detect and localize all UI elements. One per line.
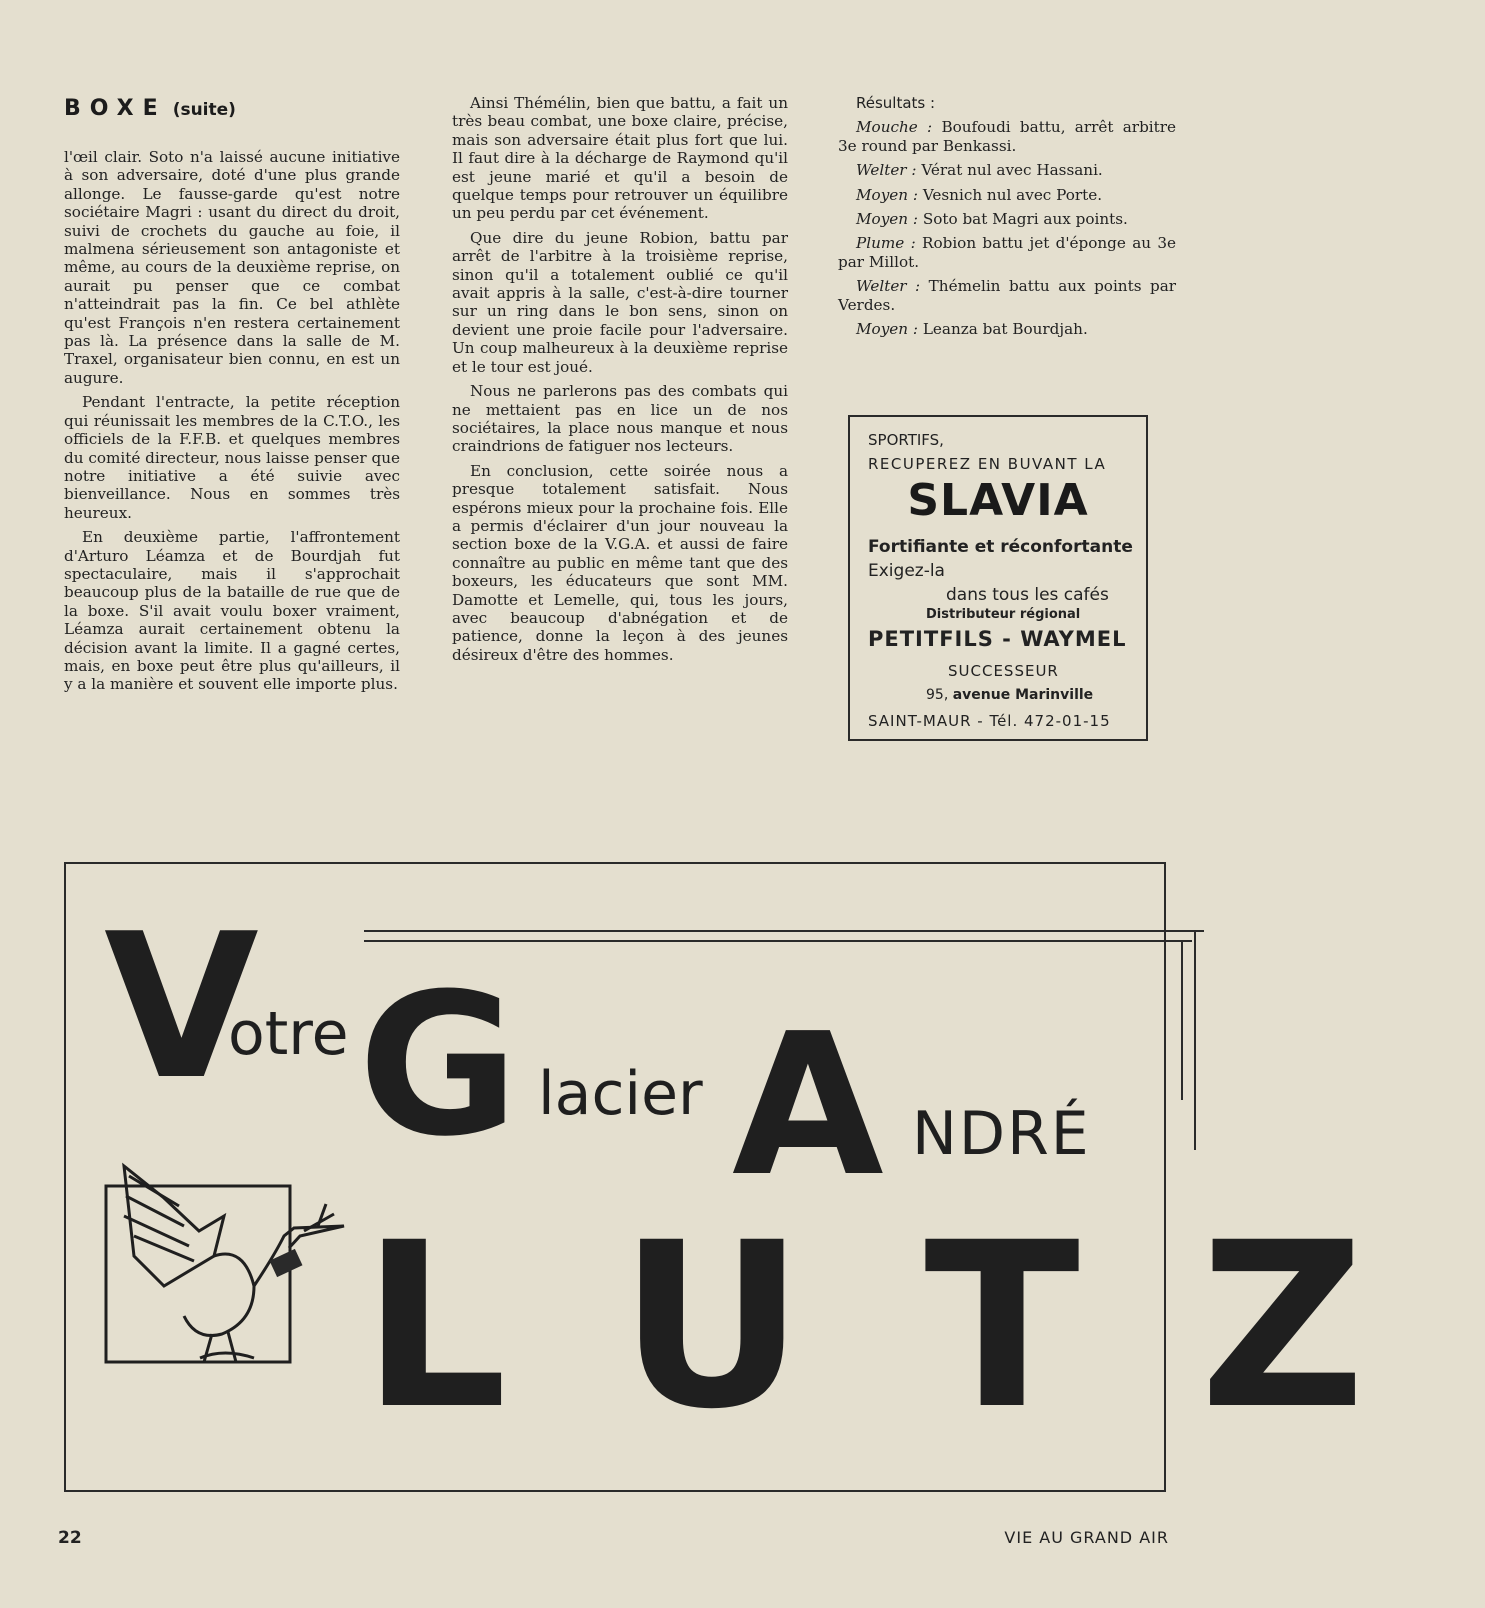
result-category: Welter : [856, 277, 921, 296]
ad-word-ndre: NDRÉ [912, 1099, 1091, 1169]
frame-line [1181, 940, 1183, 1100]
ad-line: dans tous les cafés [946, 585, 1109, 605]
result-text: Boufoudi battu, arrêt arbitre 3e round par Benkassi. [838, 118, 1176, 155]
results-column [838, 94, 1176, 344]
ad-address-street: avenue Marinville [952, 687, 1094, 703]
ad-word-lacier: lacier [538, 1059, 703, 1129]
page-number: 22 [58, 1528, 82, 1548]
stork-neck [254, 1226, 344, 1286]
result-category: Mouche : [856, 118, 933, 137]
paragraph: Ainsi Thémélin, bien que battu, a fait un très beau combat, une boxe claire, précise, mais son adversaire était plus fort que lui. Il faut dire à la décharge de Raymond qu'il est jeune marié et qu'il a besoin de quelque temps pour retrouver un équilibre un peu perdu par cet événement. [452, 94, 788, 223]
paragraph: En deuxième partie, l'affrontement d'Arturo Léamza et de Bourdjah fut spectaculaire, mais il s'approchait beaucoup plus de la bataille de rue que de la boxe. S'il avait voulu boxer vraiment, Léamza aurait certainement obtenu la décision avant la limite. Il a gagné certes, mais, en boxe peut être plus qu'ailleurs, il y a la manière et souvent elle importe plus. [64, 528, 400, 694]
result-item [838, 186, 1176, 204]
ad-line: RECUPEREZ EN BUVANT LA [868, 455, 1107, 473]
magazine-title: VIE AU GRAND AIR [1004, 1528, 1169, 1547]
ad-address [926, 687, 1093, 703]
results-title: Résultats : [856, 94, 936, 112]
result-text: Vérat nul avec Hassani. [921, 161, 1103, 180]
ad-distributor-label: Distributeur régional [926, 607, 1081, 622]
ad-letter-a: A [732, 992, 884, 1220]
frame-line [364, 940, 1192, 942]
article-column-2 [452, 94, 788, 670]
result-category: Moyen : [856, 210, 918, 229]
result-category: Moyen : [856, 185, 918, 204]
ad-brand: SLAVIA [907, 475, 1089, 526]
result-item [838, 234, 1176, 271]
paragraph: l'œil clair. Soto n'a laissé aucune initiative à son adversaire, doté d'une plus grande allonge. Le fausse-garde qu'est notre sociétaire Magri : usant du direct du droit, suivi de crochets du gauche au foie, il malmena sérieusement son antagoniste et même, au cours de la deuxième reprise, on aurait pu penser que ce combat n'atteindrait pas la fin. Ce bel athlète qu'est François n'en restera certainement pas là. La présence dans la salle de M. Traxel, organisateur bien connu, en est un augure. [64, 148, 400, 387]
result-text: Soto bat Magri aux points. [922, 210, 1128, 229]
result-category: Welter : [856, 161, 917, 180]
slavia-advertisement [848, 415, 1148, 741]
frame-line [1194, 930, 1196, 1150]
lutz-advertisement [64, 862, 1485, 1492]
ad-line: SPORTIFS, [868, 431, 944, 449]
ad-distributor: PETITFILS - WAYMEL [868, 627, 1127, 651]
ad-line: Exigez-la [868, 561, 945, 581]
result-text: Vesnich nul avec Porte. [922, 185, 1103, 204]
paragraph: Pendant l'entracte, la petite réception qui réunissait les membres de la C.T.O., les officiels de la F.F.B. et quelques membres du comité directeur, nous laisse penser que notre initiative a été suivie avec bienveillance. Nous en sommes très heureux. [64, 393, 400, 522]
ad-successor: SUCCESSEUR [948, 662, 1059, 680]
stork-illustration [104, 1136, 354, 1366]
result-text: Robion battu jet d'éponge au 3e par Millot. [838, 234, 1176, 271]
ad-word-otre: otre [228, 999, 349, 1069]
article-column-1 [64, 148, 400, 700]
section-suite: (suite) [172, 100, 236, 120]
result-text: Thémelin battu aux points par Verdes. [838, 277, 1177, 314]
ad-name-lutz: LUTZ [362, 1193, 1485, 1459]
result-text: Leanza bat Bourdjah. [922, 320, 1088, 339]
paragraph: Nous ne parlerons pas des combats qui ne mettaient pas en lice un de nos sociétaires, la place nous manque et nous craindrions de fatiguer nos lecteurs. [452, 382, 788, 456]
paragraph: En conclusion, cette soirée nous a presque totalement satisfait. Nous espérons mieux pour la prochaine fois. Elle a permis d'éclairer d'un jour nouveau la section boxe de la V.G.A. et aussi de faire connaître au public en même tant que des boxeurs, les éducateurs que sont MM. Damotte et Lemelle, qui, tous les jours, avec beaucoup d'abnégation et de patience, donne la leçon à des jeunes désireux d'être des hommes. [452, 461, 788, 664]
stork-wing-icon [124, 1166, 224, 1286]
frame-line [364, 930, 1204, 932]
result-item [838, 118, 1176, 155]
result-item [838, 320, 1176, 338]
ad-address-number: 95, [926, 687, 949, 703]
ad-letter-g: G [358, 952, 519, 1180]
result-category: Moyen : [856, 320, 918, 339]
ad-tagline: Fortifiante et réconfortante [868, 537, 1133, 557]
section-heading [64, 96, 236, 121]
paragraph: Que dire du jeune Robion, battu par arrêt de l'arbitre à la troisième reprise, sinon qu'il a totalement oublié ce qu'il avait appris à la salle, c'est-à-dire tourner sur un ring dans le bon sens, sinon on devient une proie facile pour l'adversaire. Un coup malheureux à la deuxième reprise et le tour est joué. [452, 228, 788, 376]
ad-letter-v: V [104, 891, 259, 1124]
result-item [838, 161, 1176, 179]
result-item [838, 277, 1176, 314]
ad-city-phone: SAINT-MAUR - Tél. 472-01-15 [868, 712, 1111, 730]
result-item [838, 210, 1176, 228]
result-category: Plume : [856, 234, 916, 253]
section-title: BOXE [64, 96, 167, 121]
